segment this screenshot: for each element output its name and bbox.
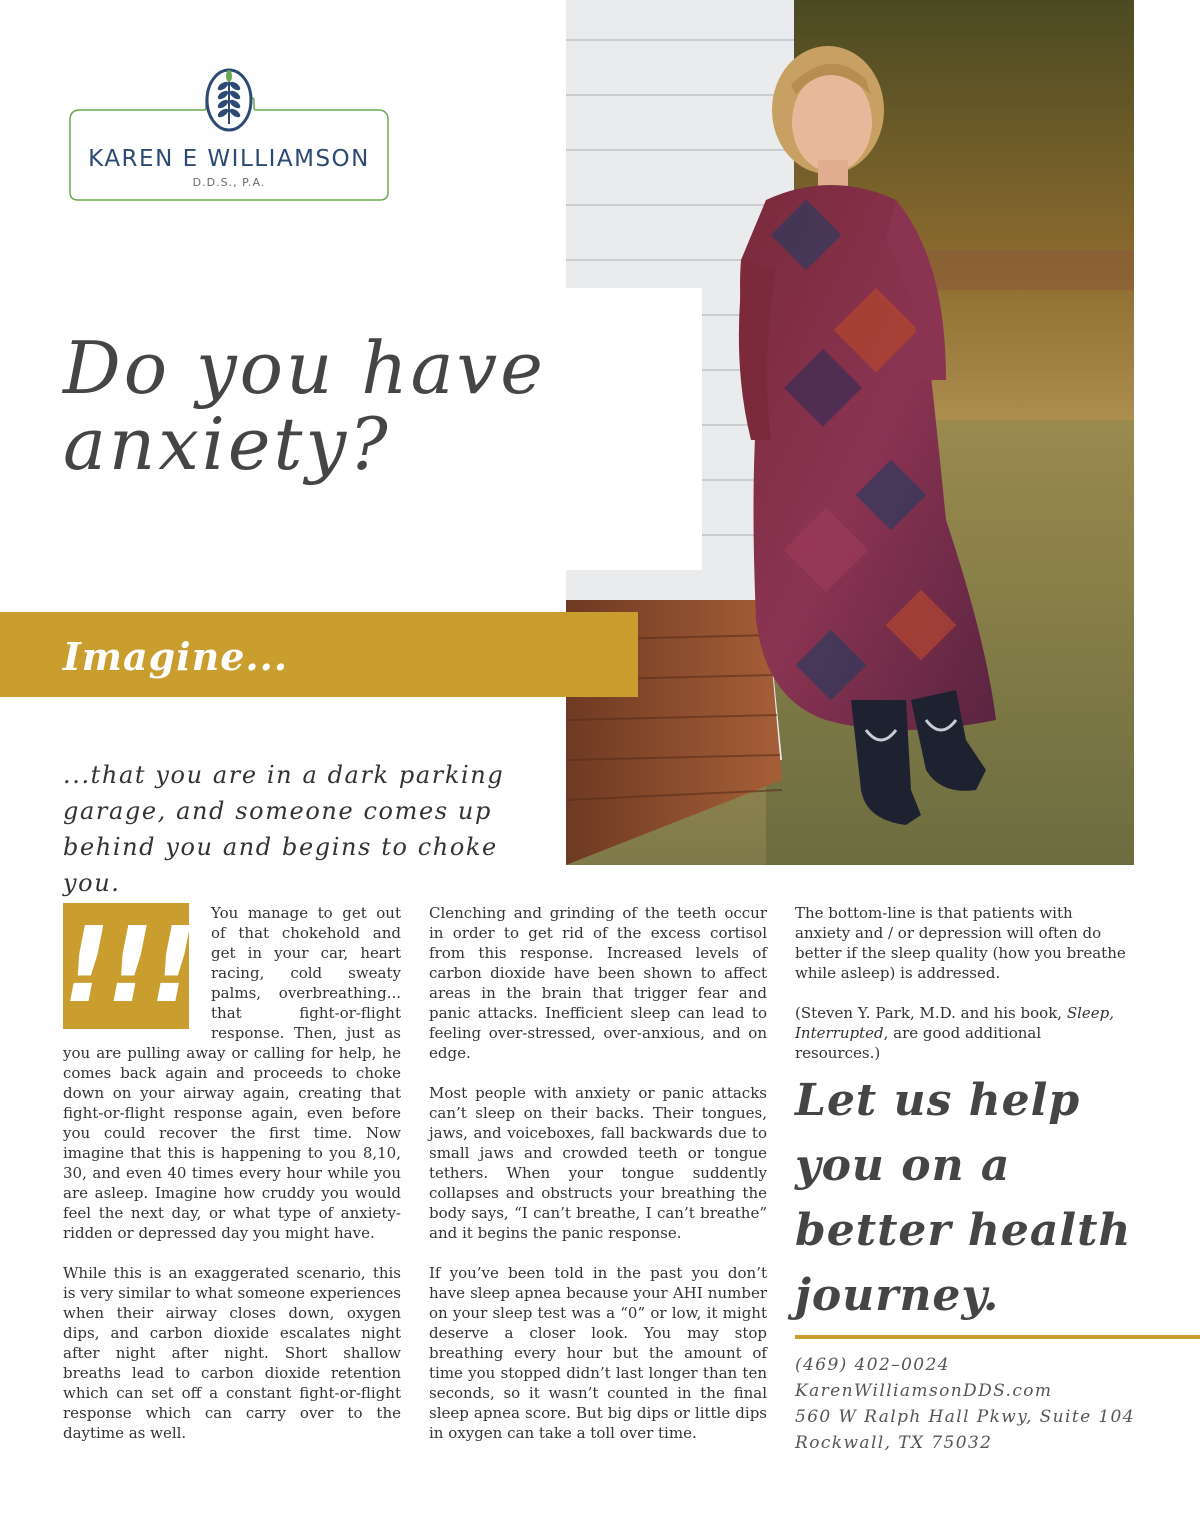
lead-line-2: garage, and someone comes up	[63, 797, 492, 825]
citation	[795, 1003, 1131, 1063]
column-2-paragraph-3: If you’ve been told in the past you don’t have sleep apnea because your AHI number on your sleep test was a “0” or low, it might deserve a closer look. You may stop breathing every hour but the amount of time you stopped didn’t last longer than ten seconds, so it wasn’t counted in the final sleep apnea score. But big dips or little dips in oxygen can take a toll over time.	[429, 1264, 767, 1442]
imagine-banner	[0, 612, 638, 697]
citation-before: (Steven Y. Park, M.D. and his book,	[795, 1004, 1067, 1022]
headline	[63, 326, 723, 486]
practice-logo	[68, 70, 390, 202]
contact-website[interactable]: KarenWilliamsonDDS.com	[795, 1381, 1053, 1401]
contact-address-line-2: Rockwall, TX 75032	[795, 1433, 993, 1453]
column-2-paragraph-1: Clenching and grinding of the teeth occur in order to get rid of the excess cortisol from this response. Increased levels of carbon dioxide have been shown to affect areas in the brain that trigger fear and panic attacks. Inefficient sleep can lead to feeling over-stressed, over-anxious, and on edge.	[429, 904, 767, 1062]
imagine-label: Imagine...	[63, 634, 289, 679]
column-1	[63, 903, 401, 1463]
lead-line-3: behind you and begins to choke you.	[63, 833, 498, 897]
column-3	[795, 903, 1131, 1083]
column-3-paragraph-1: The bottom-line is that patients with anxiety and / or depression will often do better if the sleep quality (how you breathe while asleep) is addressed.	[795, 904, 1126, 982]
gold-divider	[795, 1335, 1200, 1339]
dropcap-box	[63, 903, 194, 1029]
headline-line-2: anxiety?	[63, 402, 391, 486]
wheat-sprig-icon	[199, 62, 259, 140]
column-1-paragraph-2: While this is an exaggerated scenario, this is very similar to what someone experiences when their airway closes down, oxygen dips, and carbon dioxide escalates night after night after night. Short shallow breaths lead to carbon dioxide retention which can set off a constant fight-or-flight response which can carry over to the daytime as well.	[63, 1264, 401, 1442]
logo-name: KAREN E WILLIAMSON	[88, 146, 370, 172]
citation-after: , are good additional resources.)	[795, 1024, 1042, 1062]
cta-line-2: you on a	[795, 1140, 1011, 1191]
lead-line-1: ...that you are in a dark parking	[63, 761, 505, 789]
dropcap-exclamations: !!!	[63, 904, 194, 1026]
citation-book-title: Sleep, Interrupted	[795, 1004, 1115, 1042]
headline-line-1: Do you have	[63, 326, 546, 410]
contact-address-line-1: 560 W Ralph Hall Pkwy, Suite 104	[795, 1407, 1135, 1427]
column-2-paragraph-2: Most people with anxiety or panic attacks can’t sleep on their backs. Their tongues, jaws, and voiceboxes, fall backwards due to small jaws and crowded teeth or tongue tethers. When your tongue suddently collapses and obstructs your breathing the body says, “I can’t breathe, I can’t breathe” and it begins the panic response.	[429, 1084, 767, 1242]
cta-line-4: journey.	[795, 1270, 1000, 1321]
lead-paragraph	[63, 757, 543, 901]
contact-block	[795, 1352, 1195, 1456]
contact-phone[interactable]: (469) 402–0024	[795, 1355, 950, 1375]
logo-credentials: D.D.S., P.A.	[192, 176, 266, 189]
column-2	[429, 903, 767, 1463]
column-1-paragraph-1: You manage to get out of that chokehold and get in your car, heart racing, cold sweaty palms, overbreathing... that fight-or-flight response. Then, just as you are pulling away or calling for help, he comes back again and proceeds to choke down on your airway again, creating that fight-or-flight response again, even before you could recover the first time. Now imagine that this is happening to you 8,10, 30, and even 40 times every hour while you are asleep. Imagine how cruddy you would feel the next day, or what type of anxiety-ridden or depressed day you might have.	[63, 904, 401, 1242]
cta-line-1: Let us help	[795, 1075, 1081, 1126]
cta-line-3: better health	[795, 1205, 1132, 1256]
call-to-action	[795, 1068, 1185, 1328]
